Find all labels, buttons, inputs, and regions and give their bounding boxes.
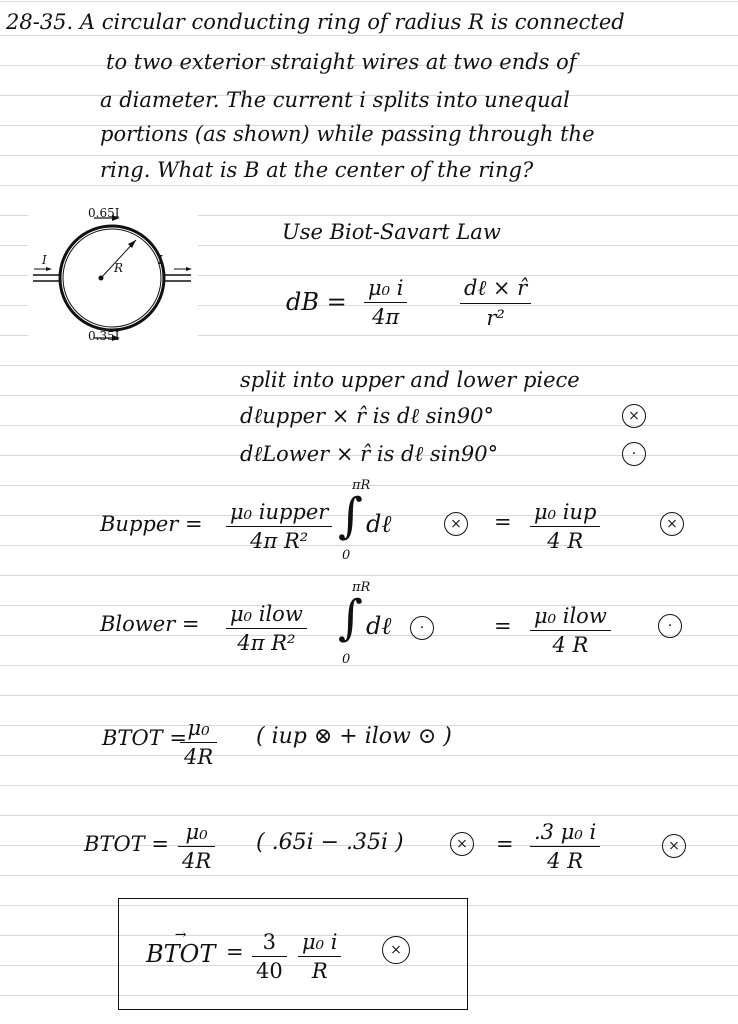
split-text: split into upper and lower piece — [240, 368, 580, 392]
btot2-result-num: .3 μ₀ i — [534, 820, 597, 844]
lower-cross-line: dℓLower × r̂ is dℓ sin90° — [240, 442, 499, 466]
integral-lower: ∫ — [338, 590, 364, 646]
btot1-den: 4R — [180, 742, 217, 769]
problem-line-4: portions (as shown) while passing through the — [100, 122, 595, 146]
b-upper-integrand: dℓ — [366, 510, 392, 538]
final-lhs-vector: → BTOT — [146, 942, 215, 966]
btot1-num: μ₀ — [187, 716, 210, 740]
btot1-paren: ( iup ⊗ + ilow ⊙ ) — [256, 724, 452, 749]
btot2-into-symbol: × — [450, 832, 474, 856]
final-den-a: 40 — [252, 956, 287, 983]
b-lower-equals: = — [494, 614, 512, 638]
biot-cross-den: r² — [460, 303, 531, 330]
biot-const-den: 4π — [364, 302, 407, 329]
final-num-b: μ₀ i — [302, 930, 338, 954]
b-lower-result-den: 4 R — [530, 630, 611, 657]
biot-const-fraction — [364, 276, 407, 329]
integral-upper: ∫ — [338, 488, 364, 544]
btot2-result-den: 4 R — [530, 846, 600, 873]
btot1-fraction — [180, 716, 217, 769]
b-lower-result-out-symbol: · — [658, 614, 682, 638]
b-lower-num: μ₀ ilow — [230, 602, 303, 626]
integral-upper-bottom: 0 — [342, 548, 351, 563]
left-current-label: I — [42, 253, 47, 267]
b-upper-den: 4π R² — [226, 526, 332, 553]
integral-lower-top: πR — [352, 580, 371, 595]
btot2-num: μ₀ — [185, 820, 208, 844]
integral-upper-top: πR — [352, 478, 371, 493]
problem-line-2: to two exterior straight wires at two ends of — [106, 50, 577, 74]
final-den-b: R — [298, 956, 341, 983]
biot-cross-fraction — [460, 276, 531, 330]
b-upper-result-num: μ₀ iup — [534, 500, 597, 524]
b-upper-fraction — [226, 500, 332, 553]
b-lower-result-num: μ₀ ilow — [534, 604, 607, 628]
integral-lower-bottom: 0 — [342, 652, 351, 667]
lower-current-label: 0.35I — [88, 329, 120, 343]
biot-const-num: μ₀ i — [368, 276, 404, 300]
b-upper-result-den: 4 R — [530, 526, 600, 553]
b-upper-equals: = — [494, 510, 512, 534]
b-lower-den: 4π R² — [226, 628, 307, 655]
b-lower-out-symbol: · — [410, 616, 434, 640]
problem-line-3: a diameter. The current i splits into unequal — [100, 88, 570, 112]
final-into-symbol: × — [382, 936, 410, 964]
b-upper-lhs: Bupper = — [100, 512, 203, 536]
use-law-text: Use Biot-Savart Law — [282, 220, 501, 244]
upper-current-label: 0.65I — [88, 206, 120, 220]
problem-line-5: ring. What is B at the center of the ring? — [100, 158, 534, 182]
final-equals: = — [226, 940, 244, 964]
final-fraction-a — [252, 930, 287, 983]
btot2-equals: = — [496, 832, 514, 856]
b-upper-into-symbol: × — [444, 512, 468, 536]
into-page-symbol: × — [622, 404, 646, 428]
btot1-lhs: BTOT = — [102, 726, 187, 750]
btot2-fraction — [178, 820, 215, 873]
final-num-a: 3 — [262, 930, 277, 954]
out-of-page-symbol: · — [622, 442, 646, 466]
biot-cross-num: dℓ × r̂ — [464, 276, 528, 300]
btot2-den: 4R — [178, 846, 215, 873]
btot2-lhs: BTOT = — [84, 832, 169, 856]
final-lhs — [146, 942, 215, 966]
upper-cross-line: dℓupper × r̂ is dℓ sin90° — [240, 404, 494, 428]
b-upper-result-fraction — [530, 500, 600, 553]
btot2-paren: ( .65i − .35i ) — [256, 830, 404, 855]
biot-lhs: dB = — [286, 288, 347, 316]
b-lower-result-fraction — [530, 604, 611, 657]
problem-line-1: 28-35. A circular conducting ring of radius R is connected — [6, 10, 625, 34]
radius-label: R — [114, 261, 124, 275]
b-lower-fraction — [226, 602, 307, 655]
b-lower-lhs: Blower = — [100, 612, 200, 636]
b-upper-result-into-symbol: × — [660, 512, 684, 536]
btot2-result-fraction — [530, 820, 600, 873]
final-fraction-b — [298, 930, 341, 983]
b-lower-integrand: dℓ — [366, 612, 392, 640]
b-upper-num: μ₀ iupper — [230, 500, 329, 524]
right-current-label: I — [158, 253, 163, 267]
btot2-result-into-symbol: × — [662, 834, 686, 858]
